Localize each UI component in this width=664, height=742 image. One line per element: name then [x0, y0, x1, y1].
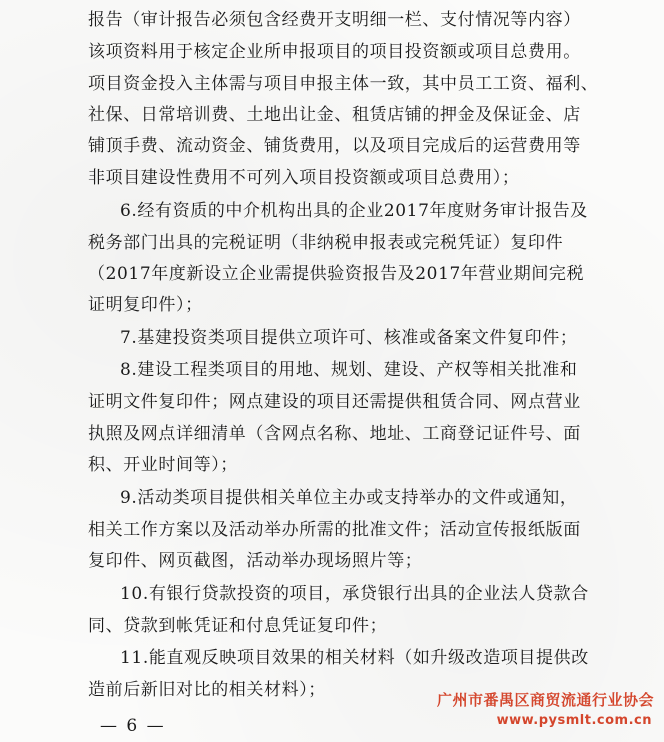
text-line: 10.有银行贷款投资的项目，承贷银行出具的企业法人贷款合	[120, 584, 589, 604]
text-line: 11.能直观反映项目效果的相关材料（如升级改造项目提供改	[120, 648, 589, 668]
text-line: （2017年度新设立企业需提供验资报告及2017年营业期间完税	[88, 264, 585, 284]
text-line: 同、贷款到帐凭证和付息凭证复印件；	[88, 616, 388, 636]
text-line: 社保、日常培训费、土地出让金、租赁店铺的押金及保证金、店	[88, 105, 581, 125]
text-line: 项目资金投入主体需与项目申报主体一致，其中员工工资、福利、	[88, 74, 599, 94]
text-line: 积、开业时间等）；	[88, 455, 238, 475]
text-line: 铺顶手费、流动资金、铺货费用，以及项目完成后的运营费用等	[88, 136, 581, 156]
text-line: 9.活动类项目提供相关单位主办或支持举办的文件或通知，	[120, 488, 578, 508]
text-line: 7.基建投资类项目提供立项许可、核准或备案文件复印件；	[120, 328, 578, 348]
text-line: 证明复印件）；	[88, 295, 203, 315]
text-line: 6.经有资质的中介机构出具的企业2017年度财务审计报告及	[120, 201, 588, 221]
text-line: 复印件、网页截图，活动举办现场照片等；	[88, 551, 423, 571]
watermark-title: 广州市番禺区商贸流通行业协会	[436, 691, 654, 709]
text-line: 执照及网点详细清单（含网点名称、地址、工商登记证件号、面	[88, 424, 581, 444]
page-number: — 6 —	[100, 716, 166, 736]
text-line: 8.建设工程类项目的用地、规划、建设、产权等相关批准和	[120, 360, 578, 380]
text-line: 报告（审计报告必须包含经费开支明细一栏、支付情况等内容）	[88, 10, 581, 30]
text-line: 相关工作方案以及活动举办所需的批准文件；活动宣传报纸版面	[88, 520, 581, 540]
text-line: 该项资料用于核定企业所申报项目的项目投资额或项目总费用。	[88, 42, 581, 62]
watermark-url: www.pysmlt.com.cn	[496, 713, 652, 728]
text-line: 证明文件复印件；网点建设的项目还需提供租赁合同、网点营业	[88, 392, 581, 412]
text-line: 税务部门出具的完税证明（非纳税申报表或完税凭证）复印件	[88, 233, 564, 253]
text-line: 非项目建设性费用不可列入项目投资额或项目总费用）；	[88, 168, 520, 188]
text-line: 造前后新旧对比的相关材料）；	[88, 680, 326, 700]
